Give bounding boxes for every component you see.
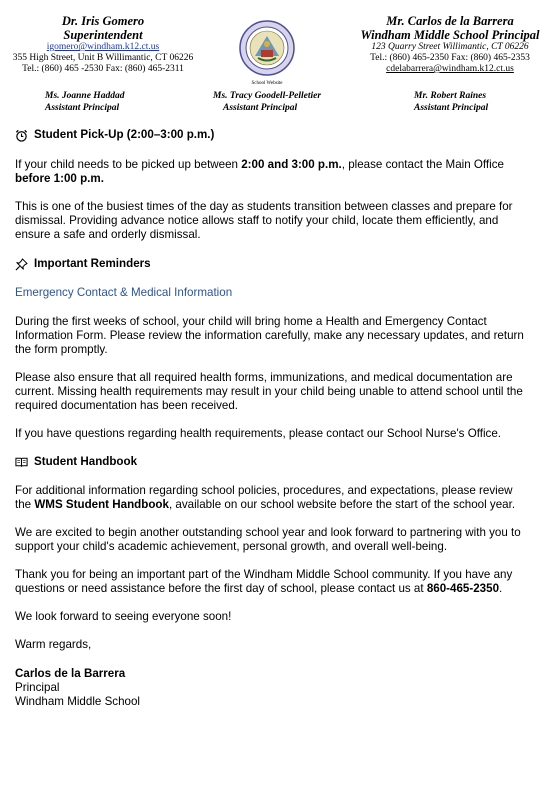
school-seal-logo[interactable] xyxy=(239,20,295,76)
alarm-clock-icon xyxy=(15,129,28,142)
reminders-paragraph-1: During the first weeks of school, your child will bring home a Health and Emergency Contact Information Form. Please review the information carefully, make any necessary updates, and return the form promptly. xyxy=(15,315,524,356)
principal-block xyxy=(355,14,545,75)
pushpin-icon xyxy=(15,258,28,271)
school-phone-number: 860-465-2350 xyxy=(426,582,500,595)
reminders-heading-text: Important Reminders xyxy=(34,257,151,270)
text-span: . xyxy=(499,582,503,595)
principal-name: Mr. Carlos de la Barrera xyxy=(386,14,514,28)
text-span: , available on our school website before the start of the school year. xyxy=(168,498,516,511)
pickup-paragraph-2: This is one of the busiest times of the day as students transition between classes and prepare for dismissal. Providing advance notice allows staff to notify your child, locate them efficiently, and ensure a safe and orderly dismissal. xyxy=(15,200,513,241)
letter-body xyxy=(15,120,530,709)
district-address: 355 High Street, Unit B Willimantic, CT 06226 xyxy=(12,53,194,63)
closing-salutation: Warm regards, xyxy=(15,638,92,651)
district-phone: Tel.: (860) 465 -2530 Fax: (860) 465-2311 xyxy=(22,64,184,74)
school-phone: Tel.: (860) 465-2350 Fax: (860) 465-2353 xyxy=(370,53,530,63)
principal-title: Windham Middle School Principal xyxy=(360,28,540,42)
text-span: , please contact the Main Office xyxy=(341,158,504,171)
reminders-paragraph-2: Please also ensure that all required health forms, immunizations, and medical documentation are current. Missing health requirements may result in your child being unable to attend school until the required documentation has been received. xyxy=(15,371,523,412)
assistant-principal-name: Mr. Robert Raines xyxy=(414,91,487,101)
school-website-caption[interactable]: School Website xyxy=(251,81,283,86)
assistant-principal-3 xyxy=(414,90,488,114)
school-seal[interactable] xyxy=(237,20,297,87)
assistant-principal-name: Ms. Joanne Haddad xyxy=(45,91,125,101)
text-span: For additional information regarding school policies, procedures, and expectations, please review the xyxy=(15,484,513,511)
handbook-paragraph-2: We are excited to begin another outstanding school year and look forward to partnering with you to support your child's academic achievement, personal growth, and overall well-being. xyxy=(15,526,521,553)
handbook-heading xyxy=(15,455,530,469)
assistant-principal-role: Assistant Principal xyxy=(414,103,489,113)
open-book-icon xyxy=(15,456,28,468)
reminders-paragraph-3: If you have questions regarding health requirements, please contact our School Nurse's Office. xyxy=(15,427,501,440)
assistant-principal-role: Assistant Principal xyxy=(45,103,120,113)
handbook-title: WMS Student Handbook xyxy=(34,498,169,511)
superintendent-name: Dr. Iris Gomero xyxy=(61,14,145,28)
signature-school: Windham Middle School xyxy=(15,695,141,708)
pickup-time-range: 2:00 and 3:00 p.m. xyxy=(241,158,342,171)
superintendent-title: Superintendent xyxy=(63,28,143,42)
signature-title: Principal xyxy=(15,681,60,694)
signature-name: Carlos de la Barrera xyxy=(15,667,126,680)
text-span: Thank you for being an important part of the Windham Middle School community. If you have any questions or need assistance before the first day of school, please contact us at xyxy=(15,568,513,595)
text-span: If your child needs to be picked up between xyxy=(15,158,242,171)
handbook-heading-text: Student Handbook xyxy=(34,455,138,468)
assistant-principal-2 xyxy=(213,90,321,114)
handbook-paragraph-1 xyxy=(15,484,530,512)
pickup-paragraph-1 xyxy=(15,158,530,186)
assistant-principal-1 xyxy=(45,90,124,114)
emergency-contact-subheading: Emergency Contact & Medical Information xyxy=(15,286,233,299)
pickup-heading-text: Student Pick-Up (2:00–3:00 p.m.) xyxy=(34,128,215,141)
pickup-deadline: before 1:00 p.m. xyxy=(15,172,104,185)
assistant-principal-role: Assistant Principal xyxy=(223,103,298,113)
handbook-paragraph-3 xyxy=(15,568,530,596)
closing-sentence: We look forward to seeing everyone soon! xyxy=(15,610,232,623)
superintendent-email-link[interactable]: igomero@windham.k12.ct.us xyxy=(46,42,160,52)
superintendent-block xyxy=(3,14,203,75)
principal-email-link[interactable]: cdelabarrera@windham.k12.ct.us xyxy=(386,64,514,74)
school-address: 123 Quarry Street Willimantic, CT 06226 xyxy=(371,42,529,52)
pickup-heading xyxy=(15,128,530,142)
assistant-principal-name: Ms. Tracy Goodell-Pelletier xyxy=(213,91,322,101)
reminders-heading xyxy=(15,257,530,271)
